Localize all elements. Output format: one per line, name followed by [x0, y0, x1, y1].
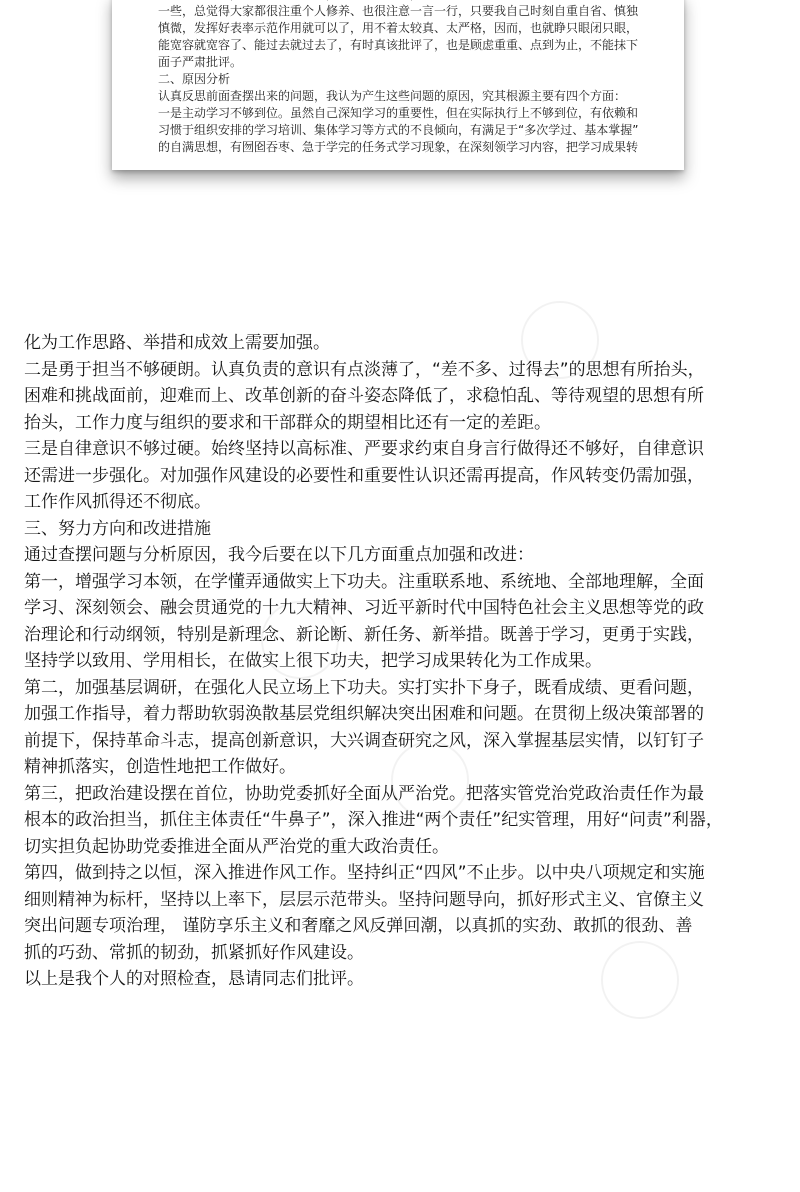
body-line: 治理论和行动纲领，特别是新理念、新论断、新任务、新举措。既善于学习，更勇于实践，	[24, 624, 704, 645]
body-line: 工作作风抓得还不彻底。	[24, 492, 211, 512]
document-body	[24, 330, 780, 993]
body-line: 精神抓落实，创造性地把工作做好。	[24, 757, 296, 777]
body-line: 第三，把政治建设摆在首位，协助党委抓好全面从严治党。把落实管党治党政治责任作为最	[24, 783, 704, 804]
body-line: 前提下，保持革命斗志，提高创新意识，大兴调查研究之风，深入掌握基层实情，以钉钉子	[24, 730, 704, 751]
preview-line: 认真反思前面查摆出来的问题，我认为产生这些问题的原因，究其根源主要有四个方面：	[158, 89, 627, 103]
preview-line: 能宽容就宽容了、能过去就过去了，有时真该批评了，也是顾虑重重、点到为止，不能抹下	[158, 38, 639, 52]
body-line: 以上是我个人的对照检查，恳请同志们批评。	[24, 969, 364, 989]
body-line: 抓的巧劲、常抓的韧劲，抓紧抓好作风建设。	[24, 942, 364, 963]
body-line: 坚持学以致用、学用相长，在做实上很下功夫，把学习成果转化为工作成果。	[24, 651, 602, 671]
document-preview-card	[112, 0, 684, 170]
body-line: 抬头，工作力度与组织的要求和干部群众的期望相比还有一定的差距。	[24, 412, 551, 433]
body-line: 通过查摆问题与分析原因，我今后要在以下几方面重点加强和改进：	[24, 545, 534, 565]
body-line: 突出问题专项治理， 谨防享乐主义和奢靡之风反弹回潮，以真抓的实劲、敢抓的很劲、善	[24, 916, 693, 936]
body-line: 第一，增强学习本领，在学懂弄通做实上下功夫。注重联系地、系统地、全部地理解，全面	[24, 571, 704, 592]
body-line: 二是勇于担当不够硬朗。认真负责的意识有点淡薄了，“差不多、过得去”的思想有所抬头，	[24, 359, 705, 380]
body-line: 细则精神为标杆，坚持以上率下，层层示范带头。坚持问题导向，抓好形式主义、官僚主义	[24, 889, 704, 910]
body-line: 三是自律意识不够过硬。始终坚持以高标准、严要求约束自身言行做得还不够好，自律意识	[24, 439, 704, 459]
body-line: 还需进一步强化。对加强作风建设的必要性和重要性认识还需再提高，作风转变仍需加强，	[24, 465, 704, 486]
preview-line: 一是主动学习不够到位。虽然自己深知学习的重要性，但在实际执行上不够到位，有依赖和	[158, 106, 639, 120]
body-line: 切实担负起协助党委推进全面从严治党的重大政治责任。	[24, 836, 449, 857]
preview-text-block	[158, 0, 648, 156]
body-line: 困难和挑战面前，迎难而上、改革创新的奋斗姿态降低了，求稳怕乱、等待观望的思想有所	[24, 386, 704, 406]
body-line: 第四，做到持之以恒，深入推进作风工作。坚持纠正“四风”不止步。以中央八项规定和实施	[24, 863, 705, 883]
preview-line: 一些，总觉得大家都很注重个人修养、也很注意一言一行，只要我自己时刻自重自省、慎独	[158, 4, 639, 18]
body-line: 化为工作思路、举措和成效上需要加强。	[24, 333, 330, 353]
preview-line: 二、原因分析	[158, 72, 231, 86]
body-line: 第二，加强基层调研，在强化人民立场上下功夫。实打实扑下身子，既看成绩、更看问题，	[24, 677, 704, 698]
preview-line: 慎微，发挥好表率示范作用就可以了，用不着太较真、太严格，因而，也就睁只眼闭只眼，	[158, 21, 639, 35]
body-line: 根本的政治担当，抓住主体责任“牛鼻子”，深入推进“两个责任”纪实管理，用好“问责”利器，	[24, 810, 723, 830]
body-line: 三、努力方向和改进措施	[24, 518, 211, 539]
preview-line: 的自满思想，有囫囵吞枣、急于学完的任务式学习现象，在深刻领学习内容，把学习成果转	[158, 140, 639, 154]
body-line: 加强工作指导，着力帮助软弱涣散基层党组织解决突出困难和问题。在贯彻上级决策部署的	[24, 704, 704, 724]
preview-line: 习惯于组织安排的学习培训、集体学习等方式的不良倾向，有满足于“多次学过、基本掌握”	[158, 123, 639, 137]
body-line: 学习、深刻领会、融会贯通党的十九大精神、习近平新时代中国特色社会主义思想等党的政	[24, 598, 704, 618]
preview-line: 面子严肃批评。	[158, 55, 243, 69]
